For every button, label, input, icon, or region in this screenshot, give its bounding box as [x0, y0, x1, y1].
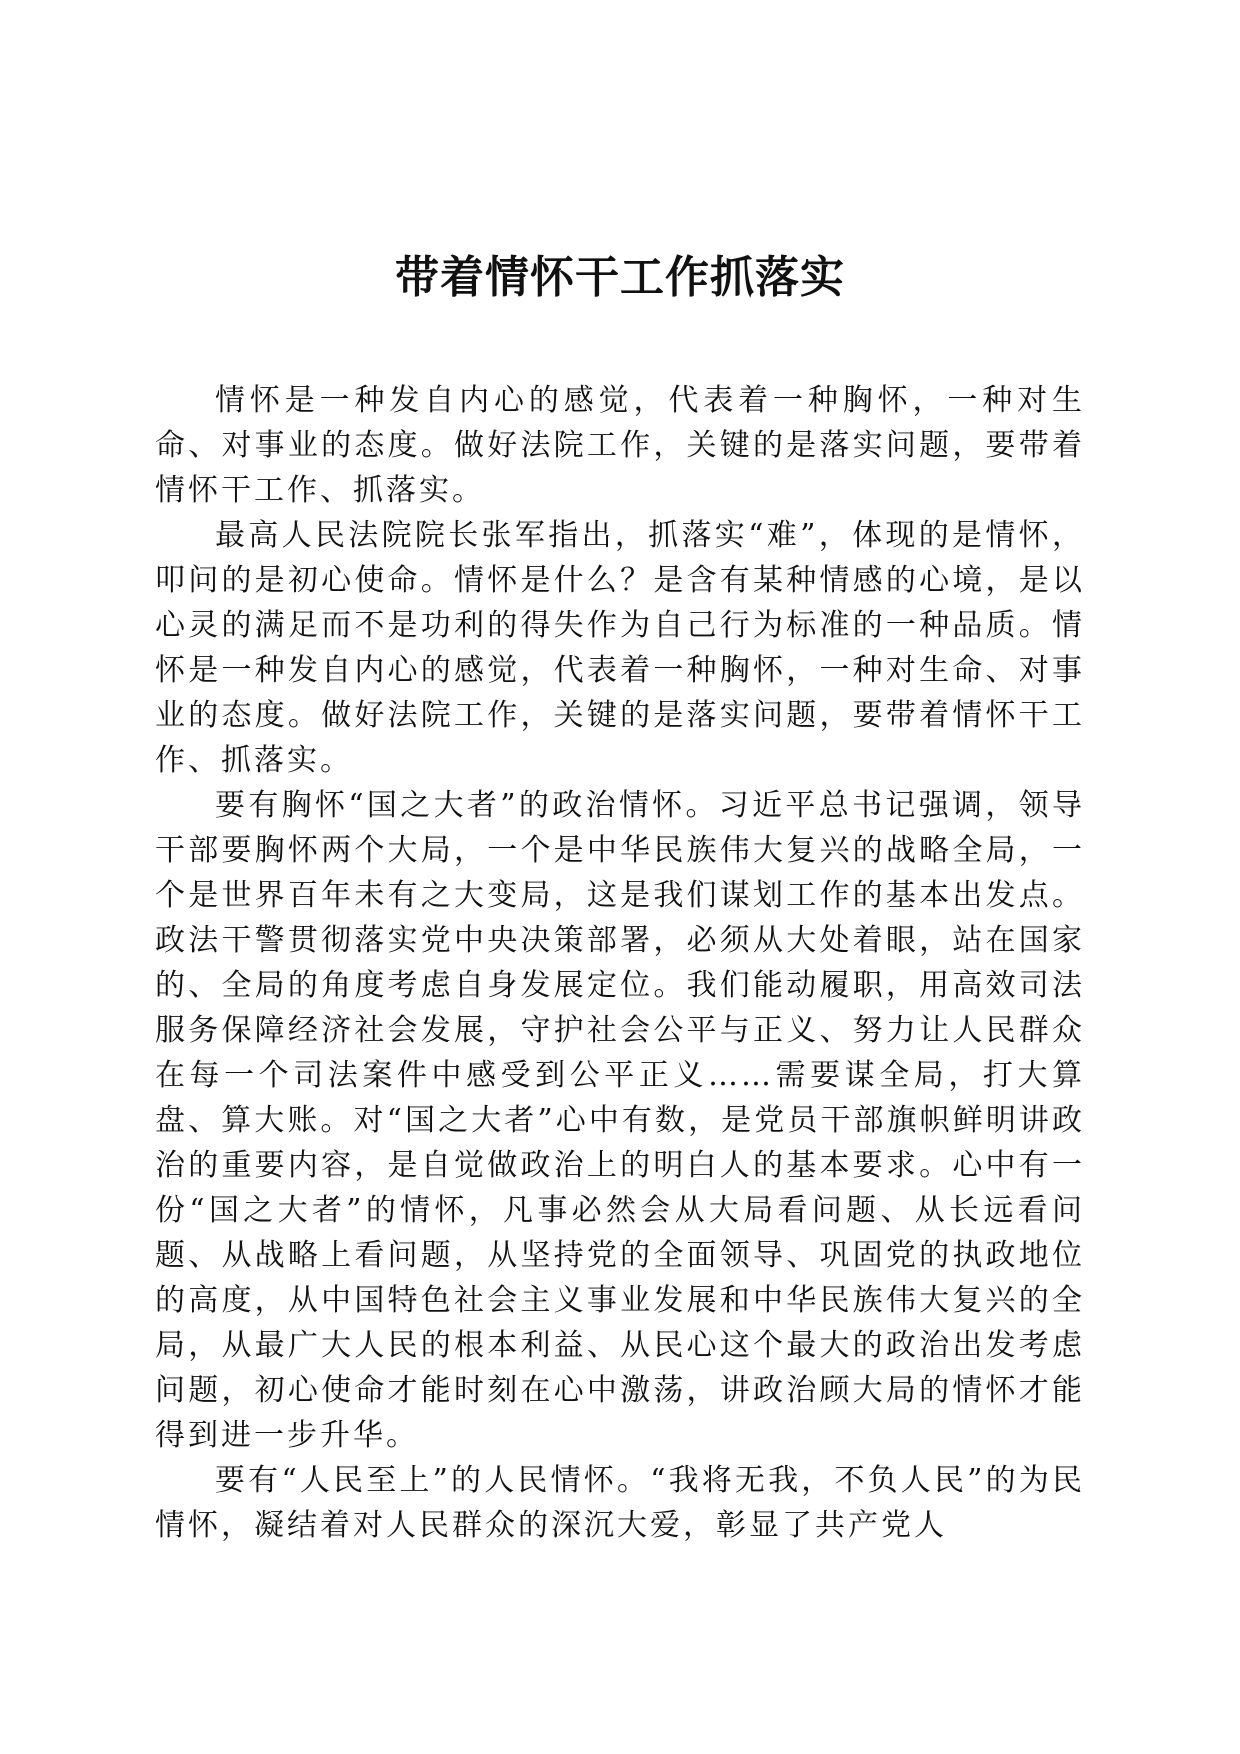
paragraph-4: 要有“人民至上”的人民情怀。“我将无我，不负人民”的为民情怀，凝结着对人民群众的深沉大爱，彰显了共产党人 [155, 1463, 1085, 1543]
document-body [155, 378, 1085, 1548]
paragraph-1: 情怀是一种发自内心的感觉，代表着一种胸怀，一种对生命、对事业的态度。做好法院工作，关键的是落实问题，要带着情怀干工作、抓落实。 [155, 383, 1085, 508]
document-title: 带着情怀干工作抓落实 [395, 252, 845, 303]
paragraph-2: 最高人民法院院长张军指出，抓落实“难”，体现的是情怀，叩问的是初心使命。情怀是什么？是含有某种情感的心境，是以心灵的满足而不是功利的得失作为自己行为标准的一种品质。情怀是一种发自内心的感觉，代表着一种胸怀，一种对生命、对事业的态度。做好法院工作，关键的是落实问题，要带着情怀干工作、抓落实。 [155, 518, 1085, 778]
paragraph-3: 要有胸怀“国之大者”的政治情怀。习近平总书记强调，领导干部要胸怀两个大局，一个是中华民族伟大复兴的战略全局，一个是世界百年未有之大变局，这是我们谋划工作的基本出发点。政法干警贯彻落实党中央决策部署，必须从大处着眼，站在国家的、全局的角度考虑自身发展定位。我们能动履职，用高效司法服务保障经济社会发展，守护社会公平与正义、努力让人民群众在每一个司法案件中感受到公平正义……需要谋全局，打大算盘、算大账。对“国之大者”心中有数，是党员干部旗帜鲜明讲政治的重要内容，是自觉做政治上的明白人的基本要求。心中有一份“国之大者”的情怀，凡事必然会从大局看问题、从长远看问题、从战略上看问题，从坚持党的全面领导、巩固党的执政地位的高度，从中国特色社会主义事业发展和中华民族伟大复兴的全局，从最广大人民的根本利益、从民心这个最大的政治出发考虑问题，初心使命才能时刻在心中激荡，讲政治顾大局的情怀才能得到进一步升华。 [155, 788, 1085, 1453]
